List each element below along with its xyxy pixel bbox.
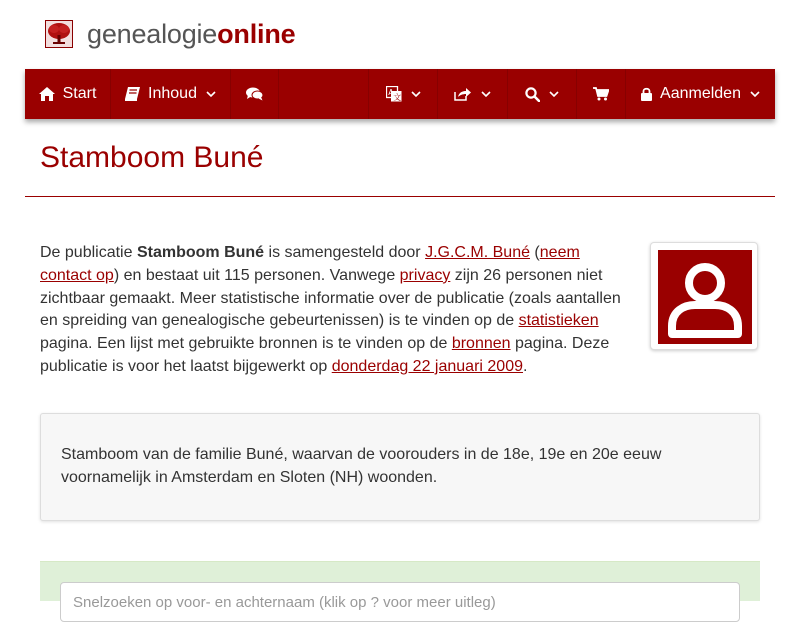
statistics-link[interactable]: statistieken <box>518 312 599 330</box>
description-text: Stamboom van de familie Buné, waarvan de voorouders in de 18e, 19e en 20e eeuw voornamelijk in Amsterdam en Sloten (NH) woonden. <box>61 446 662 486</box>
nav-share[interactable] <box>438 69 508 119</box>
nav-inhoud[interactable] <box>111 69 231 119</box>
lock-icon <box>641 87 652 101</box>
comments-icon <box>246 87 263 101</box>
svg-text:A: A <box>387 88 394 97</box>
chevron-down-icon <box>411 91 421 98</box>
nav-start-label: Start <box>62 85 97 102</box>
title-divider <box>25 196 775 197</box>
nav-login-label: Aanmelden <box>660 85 741 102</box>
nav-login[interactable] <box>626 69 775 119</box>
search-icon <box>525 87 540 102</box>
sources-link[interactable]: bronnen <box>451 335 511 353</box>
author-avatar[interactable] <box>650 242 758 350</box>
intro-text: zijn 26 personen niet zichtbaar gemaakt. Meer statistische informatie over de publicatie (zoals aantallen en spreiding van genealogische gebeurtenissen) is te vinden op de <box>40 266 621 330</box>
nav-inhoud-label: Inhoud <box>148 85 197 102</box>
quick-search-input[interactable] <box>60 582 740 622</box>
nav-search[interactable] <box>508 69 577 119</box>
author-link[interactable]: J.G.C.M. Buné <box>425 244 530 261</box>
intro-text: . <box>523 357 528 375</box>
nav-cart[interactable] <box>577 69 626 119</box>
last-updated-link[interactable]: donderdag 22 januari 2009 <box>331 357 523 375</box>
user-placeholder-icon <box>658 250 752 344</box>
nav-start[interactable] <box>25 69 111 119</box>
intro-text: ) en bestaat uit 115 personen. Vanwege <box>113 266 400 284</box>
intro-text: pagina. Deze publicatie is voor het laatst bijgewerkt op <box>40 335 610 375</box>
logo-text <box>87 19 295 50</box>
quick-search-panel <box>40 561 760 601</box>
chevron-down-icon <box>750 91 760 98</box>
intro-text: ( <box>529 244 540 261</box>
shopping-cart-icon <box>593 87 609 101</box>
family-tree-icon <box>45 20 73 48</box>
avatar-background <box>658 250 752 344</box>
publication-intro <box>40 242 630 379</box>
intro-text: pagina. Een lijst met gebruikte bronnen is te vinden op de <box>40 335 452 353</box>
contact-link[interactable]: neem contact op <box>40 244 580 284</box>
logo-text-genealogie: genealogie <box>87 18 218 49</box>
home-icon <box>39 87 55 101</box>
publication-name: Stamboom Buné <box>136 244 265 261</box>
chevron-down-icon <box>481 91 491 98</box>
chevron-down-icon <box>206 91 216 98</box>
logo-text-online: online <box>217 18 296 49</box>
chevron-down-icon <box>549 91 559 98</box>
intro-text: is samengesteld door <box>264 244 426 261</box>
publication-description <box>40 413 760 521</box>
translate-icon <box>386 86 402 102</box>
intro-text: De publicatie <box>40 244 137 261</box>
nav-chat[interactable] <box>231 69 279 119</box>
share-icon <box>454 87 472 101</box>
privacy-link[interactable]: privacy <box>399 266 451 284</box>
svg-text:文: 文 <box>392 92 401 102</box>
site-logo[interactable] <box>45 16 295 52</box>
book-icon <box>125 87 140 101</box>
page-title: Stamboom Buné <box>40 141 264 174</box>
nav-language[interactable] <box>368 69 438 119</box>
main-navbar <box>25 69 775 119</box>
